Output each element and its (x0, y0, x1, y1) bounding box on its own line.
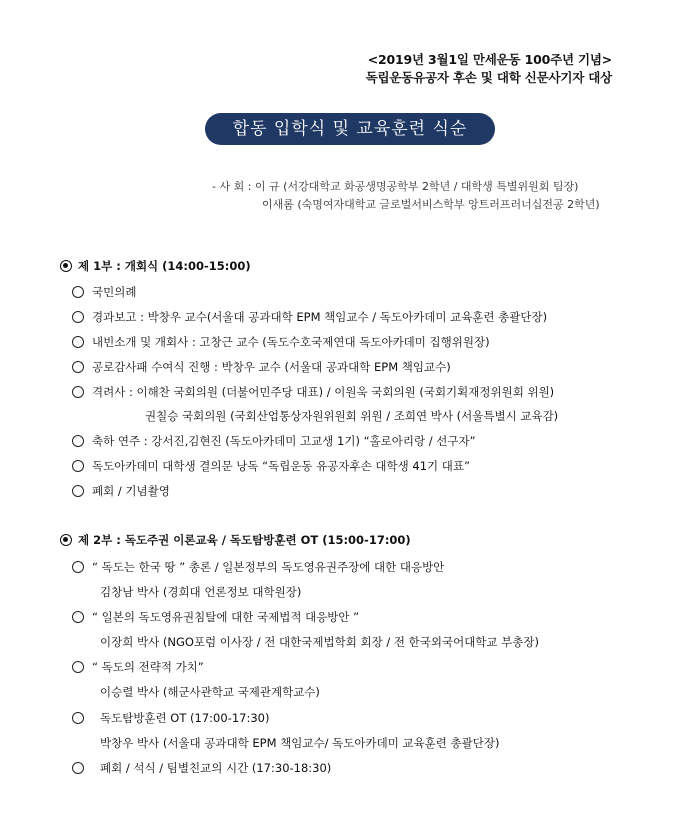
circle-bullet-icon (72, 561, 84, 573)
part1-heading: 제 1부 : 개회식 (14:00-15:00) (60, 258, 251, 274)
list-item: 내빈소개 및 개회사 : 고창근 교수 (독도수호국제연대 독도아카데미 집행위원장) (72, 334, 490, 350)
header-line-1: <2019년 3월1일 만세운동 100주년 기념> (367, 52, 612, 67)
circle-bullet-icon (72, 661, 84, 673)
list-item-continuation: 김창남 박사 (경희대 언론정보 대학원장) (100, 585, 302, 599)
list-item-continuation: 이승렬 박사 (해군사관학교 국제관계학교수) (100, 685, 320, 699)
header-line-2: 독립운동유공자 후손 및 대학 신문사기자 대상 (365, 70, 612, 85)
circle-bullet-icon (72, 485, 84, 497)
list-item-continuation: 권칠승 국회의원 (국회산업통상자원위원회 위원 / 조희연 박사 (서울특별시 교육감) (145, 409, 559, 423)
circle-bullet-icon (72, 361, 84, 373)
list-item: “ 독도의 전략적 가치” (72, 659, 204, 675)
list-item: 국민의례 (72, 284, 136, 300)
list-item: 축하 연주 : 강서진,김현진 (독도아카데미 고교생 1기) “홀로아리랑 / 선구자” (72, 433, 476, 449)
circle-bullet-icon (72, 386, 84, 398)
circle-bullet-icon (72, 460, 84, 472)
list-item: 독도탐방훈련 OT (17:00-17:30) (72, 710, 269, 726)
list-item: “ 일본의 독도영유권침탈에 대한 국제법적 대응방안 ” (72, 609, 359, 625)
list-item: 공로감사패 수여식 진행 : 박창우 교수 (서울대 공과대학 EPM 책임교수) (72, 359, 451, 375)
circle-bullet-icon (72, 311, 84, 323)
circle-bullet-icon (72, 611, 84, 623)
filled-circle-bullet-icon (60, 260, 72, 272)
circle-bullet-icon (72, 435, 84, 447)
circle-bullet-icon (72, 712, 84, 724)
mc-line-1: - 사 회 : 이 규 (서강대학교 화공생명공학부 2학년 / 대학생 특별위원회 팀장) (212, 180, 579, 193)
circle-bullet-icon (72, 336, 84, 348)
list-item: 독도아카데미 대학생 결의문 낭독 “독립운동 유공자후손 대학생 41기 대표” (72, 458, 470, 474)
document-title: 합동 입학식 및 교육훈련 식순 (205, 113, 495, 145)
circle-bullet-icon (72, 286, 84, 298)
filled-circle-bullet-icon (60, 534, 72, 546)
list-item-continuation: 이장희 박사 (NGO포럼 이사장 / 전 대한국제법학회 회장 / 전 한국외국어대학교 부총장) (100, 635, 539, 649)
list-item-continuation: 박창우 박사 (서울대 공과대학 EPM 책임교수/ 독도아카데미 교육훈련 총괄단장) (100, 736, 500, 750)
list-item: 경과보고 : 박창우 교수(서울대 공과대학 EPM 책임교수 / 독도아카데미 교육훈련 총괄단장) (72, 309, 547, 325)
list-item: 폐회 / 석식 / 팀별친교의 시간 (17:30-18:30) (72, 760, 331, 776)
mc-line-2: 이새롬 (숙명여자대학교 글로벌서비스학부 앙트러프러너십전공 2학년) (262, 198, 600, 211)
list-item: 격려사 : 이해찬 국회의원 (더불어민주당 대표) / 이원욱 국회의원 (국회기획재정위원회 위원) (72, 384, 554, 400)
list-item: “ 독도는 한국 땅 ” 총론 / 일본정부의 독도영유권주장에 대한 대응방안 (72, 559, 444, 575)
list-item: 폐회 / 기념촬영 (72, 483, 170, 499)
circle-bullet-icon (72, 762, 84, 774)
part2-heading: 제 2부 : 독도주권 이론교육 / 독도탐방훈련 OT (15:00-17:00) (60, 532, 411, 548)
